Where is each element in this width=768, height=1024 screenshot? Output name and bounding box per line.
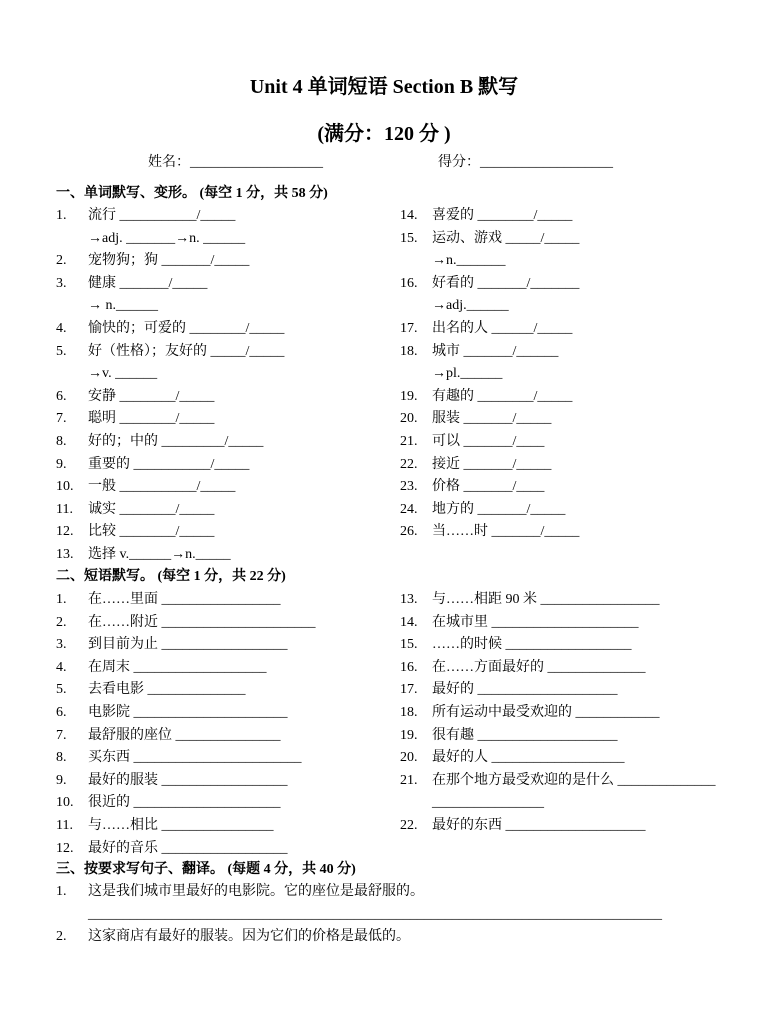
question-item[interactable] [56, 680, 246, 700]
question-item[interactable] [400, 206, 572, 226]
question-text: 出名的人 ______/_____ [432, 321, 573, 336]
question-text: 地方的 _______/_____ [432, 501, 566, 517]
question-item[interactable] [56, 635, 288, 655]
question-text: 到目前为止 __________________ [88, 637, 288, 653]
question-text: 与……相比 ________________ [88, 818, 274, 833]
question-text: 在周末 ___________________ [88, 659, 267, 675]
question-text: 聪明 ________/_____ [88, 411, 215, 427]
question-item[interactable] [56, 905, 662, 925]
question-text: → n.______ [88, 298, 158, 314]
question-item[interactable] [400, 387, 572, 407]
question-item[interactable] [56, 816, 274, 836]
question-item[interactable] [56, 522, 214, 542]
question-text: 接近 _______/_____ [432, 456, 552, 472]
question-item[interactable] [56, 882, 424, 902]
question-text: 最好的东西 ____________________ [432, 818, 646, 833]
question-number: 19. [400, 388, 418, 404]
question-text: →v. ______ [88, 366, 158, 382]
question-text: 价格 _______/____ [432, 479, 545, 495]
question-text: 比较 ________/_____ [88, 524, 215, 540]
question-number: 9. [56, 772, 67, 788]
question-text: 好（性格）；友好的 _____/_____ [88, 343, 285, 359]
question-number: 14. [400, 208, 418, 223]
question-text: __________________________________________________________________________________ [88, 906, 662, 922]
question-number: 3. [56, 275, 67, 291]
question-item[interactable] [56, 206, 235, 226]
question-number: 20. [400, 411, 418, 427]
question-text: 很近的 _____________________ [88, 795, 281, 811]
question-item[interactable] [56, 409, 214, 429]
question-item[interactable] [56, 432, 263, 452]
question-text: 这家商店有最好的服装。因为它们的价格是最低的。 [88, 929, 410, 945]
question-text: 可以 _______/____ [432, 434, 545, 449]
question-text: 在……方面最好的 ______________ [432, 659, 646, 675]
question-item[interactable] [400, 771, 716, 791]
question-number: 4. [56, 659, 67, 675]
question-item[interactable] [56, 251, 249, 271]
question-item[interactable] [56, 703, 288, 723]
question-number: 12. [56, 524, 74, 540]
question-text: 最舒服的座位 _______________ [88, 727, 281, 743]
question-item[interactable] [400, 342, 558, 362]
question-number: 17. [400, 682, 418, 698]
question-item[interactable] [400, 364, 502, 384]
question-text: 宠物狗；狗 _______/_____ [88, 253, 250, 269]
question-text: 好的；中的 _________/_____ [88, 434, 264, 449]
score-field[interactable]: 得分：___________________ [438, 155, 613, 170]
question-item[interactable] [56, 387, 214, 407]
question-item[interactable] [56, 477, 235, 497]
question-item[interactable] [400, 590, 660, 610]
question-number: 24. [400, 501, 418, 517]
question-number: 8. [56, 434, 67, 449]
question-item[interactable] [56, 296, 158, 316]
question-item[interactable] [400, 613, 639, 633]
question-number: 21. [400, 772, 418, 788]
question-text: 运动、游戏 _____/_____ [432, 230, 580, 246]
page-title: Unit 4 单词短语 Section B 默写 [249, 76, 519, 98]
question-item[interactable] [400, 500, 565, 520]
question-number: 1. [56, 208, 67, 223]
question-item[interactable] [400, 296, 509, 316]
question-number: 15. [400, 637, 418, 653]
page-subtitle: (满分：120 分 ) [317, 123, 451, 145]
question-text: 有趣的 ________/_____ [432, 388, 573, 404]
question-item[interactable] [400, 635, 632, 655]
question-item[interactable] [56, 613, 316, 633]
question-number: 12. [56, 840, 74, 856]
question-item[interactable] [400, 251, 506, 271]
question-number: 22. [400, 818, 418, 833]
question-text: 选择 v.______→n._____ [88, 547, 231, 562]
question-item[interactable] [56, 274, 207, 294]
question-text: →adj. _______→n. ______ [88, 230, 246, 246]
section3-heading: 三、按要求写句子、翻译。 (每题 4 分，共 40 分) [56, 862, 356, 877]
question-number: 2. [56, 614, 67, 630]
question-item[interactable] [56, 455, 249, 475]
question-text: →pl.______ [432, 366, 503, 382]
question-text: 愉快的；可爱的 ________/_____ [88, 321, 285, 336]
question-text: ________________ [432, 795, 544, 811]
question-number: 17. [400, 321, 418, 336]
question-item[interactable] [400, 793, 544, 813]
question-text: 城市 _______/______ [432, 343, 559, 359]
question-number: 6. [56, 388, 67, 404]
question-text: 重要的 ___________/_____ [88, 456, 250, 472]
question-text: 当……时 _______/_____ [432, 524, 580, 540]
question-number: 7. [56, 411, 67, 427]
question-number: 23. [400, 479, 418, 495]
question-item[interactable] [56, 839, 288, 859]
question-text: 所有运动中最受欢迎的 ____________ [432, 705, 660, 720]
question-item[interactable] [56, 364, 157, 384]
question-item[interactable] [400, 680, 618, 700]
question-text: 服装 _______/_____ [432, 411, 552, 427]
question-number: 13. [56, 547, 74, 562]
question-item[interactable] [400, 274, 579, 294]
question-item[interactable] [56, 342, 284, 362]
question-item[interactable] [400, 432, 544, 452]
question-text: 喜爱的 ________/_____ [432, 208, 573, 223]
question-item[interactable] [400, 319, 572, 339]
question-text: 健康 _______/_____ [88, 275, 208, 291]
question-number: 22. [400, 456, 418, 472]
question-item[interactable] [56, 590, 281, 610]
question-number: 15. [400, 230, 418, 246]
question-number: 10. [56, 479, 74, 495]
question-number: 6. [56, 705, 67, 720]
question-text: 最好的人 ___________________ [432, 750, 625, 766]
question-item[interactable] [400, 522, 579, 542]
question-number: 2. [56, 253, 67, 269]
question-number: 20. [400, 750, 418, 766]
question-number: 14. [400, 614, 418, 630]
question-text: 这是我们城市里最好的电影院。它的座位是最舒服的。 [88, 884, 424, 899]
question-number: 10. [56, 795, 74, 811]
question-number: 7. [56, 727, 67, 743]
question-number: 11. [56, 818, 73, 833]
question-number: 5. [56, 682, 67, 698]
section2-heading: 二、短语默写。 (每空 1 分，共 22 分) [56, 569, 286, 584]
question-text: →n._______ [432, 253, 506, 269]
question-number: 2. [56, 929, 67, 945]
question-text: 与……相距 90 米 _________________ [432, 592, 660, 607]
question-number: 16. [400, 275, 418, 291]
question-number: 11. [56, 501, 73, 517]
question-item[interactable] [56, 319, 284, 339]
question-item[interactable] [56, 771, 288, 791]
question-text: ……的时候 __________________ [432, 637, 632, 653]
question-text: 在那个地方最受欢迎的是什么 ______________ [432, 772, 716, 788]
question-item[interactable] [56, 748, 302, 768]
question-text: 安静 ________/_____ [88, 388, 215, 404]
question-item[interactable] [56, 658, 267, 678]
question-number: 19. [400, 727, 418, 743]
question-text: 电影院 ______________________ [88, 705, 288, 720]
question-text: 最好的音乐 __________________ [88, 840, 288, 856]
question-item[interactable] [56, 793, 281, 813]
question-number: 18. [400, 343, 418, 359]
question-item[interactable] [400, 748, 625, 768]
question-number: 8. [56, 750, 67, 766]
question-number: 1. [56, 592, 67, 607]
question-text: 诚实 ________/_____ [88, 501, 215, 517]
question-text: 在……附近 ______________________ [88, 614, 316, 630]
question-item[interactable] [400, 816, 646, 836]
question-text: 一般 ___________/_____ [88, 479, 236, 495]
question-item[interactable] [56, 545, 231, 565]
question-number: 18. [400, 705, 418, 720]
question-item[interactable] [400, 455, 551, 475]
question-text: 最好的 ____________________ [432, 682, 618, 698]
question-text: 很有趣 ____________________ [432, 727, 618, 743]
question-number: 9. [56, 456, 67, 472]
question-item[interactable] [400, 477, 544, 497]
question-number: 16. [400, 659, 418, 675]
question-text: 买东西 ________________________ [88, 750, 302, 766]
question-number: 4. [56, 321, 67, 336]
question-item[interactable] [56, 229, 245, 249]
question-text: 在……里面 _________________ [88, 592, 281, 607]
question-item[interactable] [400, 726, 618, 746]
question-number: 3. [56, 637, 67, 653]
question-item[interactable] [400, 703, 660, 723]
question-item[interactable] [400, 658, 646, 678]
question-number: 1. [56, 884, 67, 899]
question-number: 21. [400, 434, 418, 449]
question-number: 26. [400, 524, 418, 540]
question-item[interactable] [56, 726, 281, 746]
question-number: 5. [56, 343, 67, 359]
question-text: 在城市里 _____________________ [432, 614, 639, 630]
question-text: 去看电影 ______________ [88, 682, 246, 698]
question-item[interactable] [56, 500, 214, 520]
question-item[interactable] [400, 409, 551, 429]
question-text: 最好的服装 __________________ [88, 772, 288, 788]
question-number: 13. [400, 592, 418, 607]
question-text: 好看的 _______/_______ [432, 275, 580, 291]
question-item[interactable] [400, 229, 579, 249]
question-item[interactable] [56, 927, 410, 947]
section1-heading: 一、单词默写、变形。 (每空 1 分，共 58 分) [56, 186, 328, 201]
question-text: 流行 ___________/_____ [88, 208, 236, 223]
name-field[interactable]: 姓名：___________________ [148, 155, 323, 170]
question-text: →adj.______ [432, 298, 509, 314]
